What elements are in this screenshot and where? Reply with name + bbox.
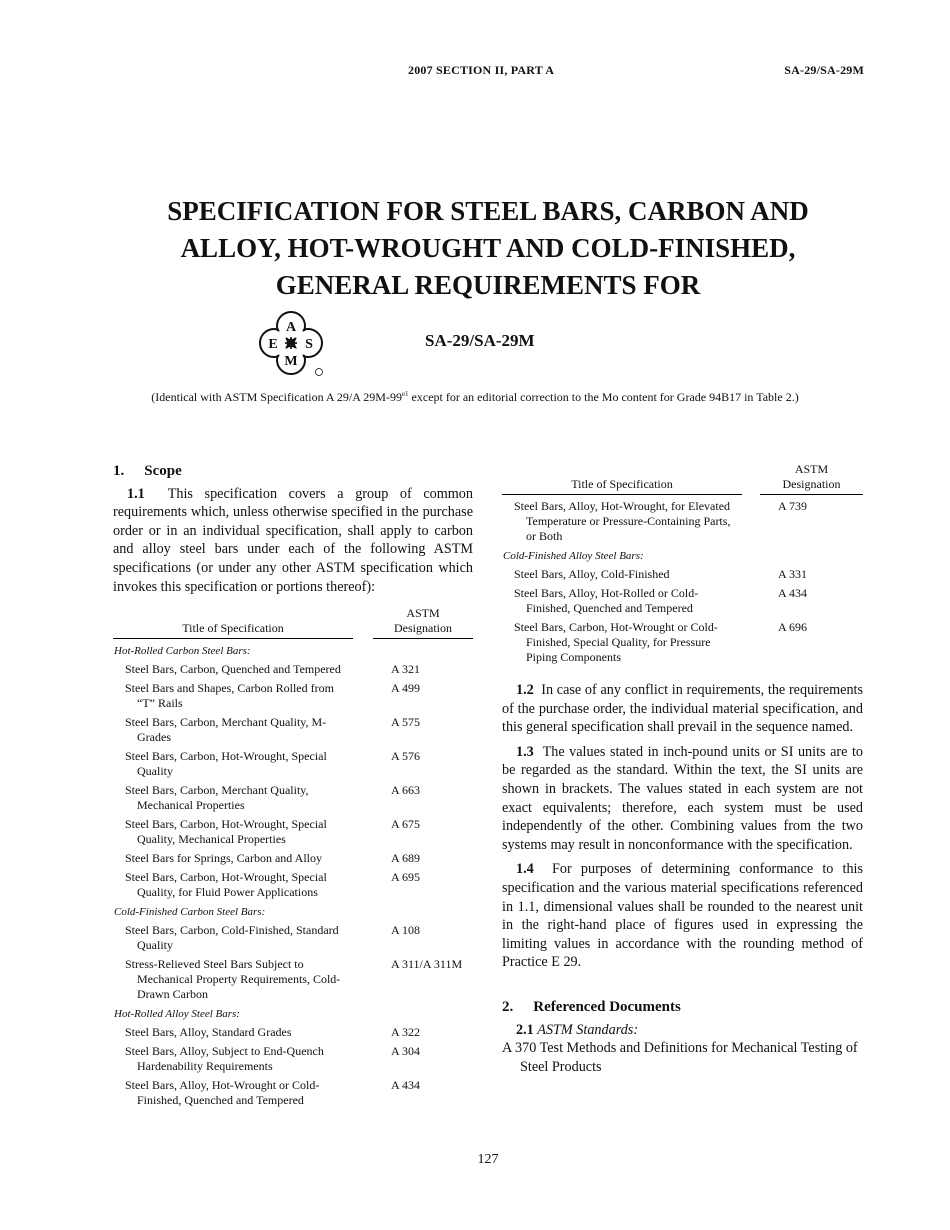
table-row [502, 584, 863, 618]
table-category-row [502, 546, 863, 565]
paragraph: 1.3 The values stated in inch-pound units or SI units are to be regarded as the standard. Within the text, the SI units are shown in brackets. The values stated in each system are not exact equivalents; therefore, each system must be used independently of the other. Combining values from the two systems may result in nonconformance with the specification. [502, 743, 863, 853]
reference-entry: A 370 Test Methods and Definitions for Mechanical Testing of Steel Products [502, 1040, 858, 1075]
table-header: Title of Specification ASTM Designation [113, 606, 473, 641]
section-heading: 2. Referenced Documents [502, 998, 681, 1015]
table-row [113, 747, 473, 781]
table-row [113, 921, 473, 955]
table-category-row [113, 902, 473, 921]
title-line: SPECIFICATION FOR STEEL BARS, CARBON AND [167, 196, 809, 226]
table-row [113, 1023, 473, 1042]
spec-table-body [502, 497, 863, 667]
spec-designation-cell: A 322 [391, 1025, 421, 1040]
referenced-documents [502, 998, 863, 1076]
table-row [113, 815, 473, 849]
running-header-code: SA-29/SA-29M [784, 63, 864, 77]
spec-designation-cell: A 696 [778, 620, 808, 634]
spec-designation-cell: A 499 [391, 681, 421, 696]
table-category: Cold-Finished Alloy Steel Bars: [503, 550, 644, 562]
spec-title-cell: Steel Bars, Alloy, Hot-Wrought, for Elevated Temperature or Pressure-Containing Parts, or Both [514, 499, 731, 543]
spec-designation-cell: A 689 [391, 851, 421, 866]
document-title [100, 193, 876, 304]
page-number: 127 [477, 1152, 499, 1167]
running-header-section: 2007 SECTION II, PART A [408, 63, 555, 77]
table-category-row [113, 1004, 473, 1023]
spec-title-cell: Steel Bars, Alloy, Cold-Finished [514, 567, 670, 581]
spec-table-body [113, 641, 473, 1110]
paragraph: 1.4 For purposes of determining conformance to this specification and the various material specifications referenced in 1.1, dimensional values shall be rounded to the nearest unit in the right-hand place of figures used in expressing the limiting values in accordance with the rounding method of Practice E 29. [502, 861, 864, 971]
title-line: GENERAL REQUIREMENTS FOR [275, 270, 701, 300]
spec-designation-cell: A 434 [391, 1078, 421, 1093]
specification-code: SA-29/SA-29M [425, 331, 535, 350]
spec-title-cell: Steel Bars for Springs, Carbon and Alloy [125, 851, 322, 866]
section-heading: 1. Scope [113, 463, 182, 479]
spec-table-continued [502, 462, 863, 667]
svg-text:A: A [285, 320, 297, 335]
table-row [113, 660, 473, 679]
spec-title-cell: Steel Bars, Carbon, Hot-Wrought, Special Quality, for Fluid Power Applications [125, 870, 327, 900]
table-row [113, 955, 473, 1004]
spec-designation-cell: A 663 [391, 783, 421, 798]
spec-title-cell: Steel Bars, Alloy, Hot-Wrought or Cold-Finished, Quenched and Tempered [125, 1078, 320, 1108]
table-row [113, 1042, 473, 1076]
svg-text:E: E [268, 337, 278, 352]
table-row [113, 679, 473, 713]
identical-note: (Identical with ASTM Specification A 29/A $29M-99^{e1}$ except for an editorial correction to the Mo content for Grade 94B17 in Table 2.) [151, 390, 799, 404]
spec-designation-cell: A 739 [778, 499, 808, 513]
spec-title-cell: Steel Bars, Carbon, Cold-Finished, Standard Quality [125, 923, 339, 953]
spec-title-cell: Steel Bars, Alloy, Hot-Rolled or Cold-Finished, Quenched and Tempered [514, 586, 699, 615]
svg-text:M: M [284, 354, 298, 369]
spec-title-cell: Steel Bars, Carbon, Hot-Wrought, Special Quality [125, 749, 327, 779]
spec-designation-cell: A 321 [391, 662, 421, 677]
right-column [502, 462, 863, 1076]
spec-designation-cell: A 575 [391, 715, 421, 730]
spec-designation-cell: A 311/A 311M [391, 957, 463, 972]
spec-designation-cell: A 331 [778, 567, 808, 581]
table-row [113, 868, 473, 902]
table-row [113, 1076, 473, 1110]
table-row [502, 565, 863, 584]
spec-title-cell: Steel Bars, Carbon, Hot-Wrought, Special Quality, Mechanical Properties [125, 817, 327, 847]
table-category: Cold-Finished Carbon Steel Bars: [114, 906, 266, 919]
spec-title-cell: Steel Bars, Carbon, Quenched and Tempered [125, 662, 341, 677]
spec-title-cell: Steel Bars, Alloy, Standard Grades [125, 1025, 292, 1040]
table-category-row [113, 641, 473, 660]
left-column [113, 462, 473, 1110]
paragraph: 1.1 This specification covers a group of common requirements which, unless otherwise specified in the purchase order or in an individual specification, shall apply to carbon and alloy steel bars under each of the following ASTM specifications (or under any other ASTM specification which invokes this specification or portions thereof): [113, 485, 473, 595]
spec-title-cell: Steel Bars, Alloy, Subject to End-Quench Hardenability Requirements [125, 1044, 324, 1074]
table-row [113, 713, 473, 747]
spec-designation-cell: A 576 [391, 749, 421, 764]
spec-title-cell: Steel Bars, Carbon, Hot-Wrought or Cold-Finished, Special Quality, for Pressure Piping Components [514, 620, 718, 664]
spec-designation-cell: A 675 [391, 817, 421, 832]
table-row [502, 497, 863, 546]
spec-table [113, 606, 473, 1110]
spec-designation-cell: A 108 [391, 923, 421, 938]
paragraph: 1.2 In case of any conflict in requirements, the requirements of the purchase order, the individual material specification, and this general specification shall prevail in the sequence named. [502, 682, 864, 736]
table-category: Hot-Rolled Carbon Steel Bars: [114, 645, 251, 658]
table-category: Hot-Rolled Alloy Steel Bars: [114, 1008, 240, 1021]
title-line: ALLOY, HOT-WROUGHT AND COLD-FINISHED, [180, 233, 796, 263]
paragraphs [502, 681, 863, 972]
svg-text:S: S [305, 337, 313, 352]
table-row [113, 849, 473, 868]
spec-designation-cell: A 304 [391, 1044, 421, 1059]
spec-designation-cell: A 695 [391, 870, 421, 885]
table-row [502, 618, 863, 667]
spec-title-cell: Steel Bars, Carbon, Merchant Quality, M-Grades [125, 715, 327, 745]
spec-title-cell: Steel Bars and Shapes, Carbon Rolled from “T” Rails [125, 681, 334, 711]
spec-title-cell: Stress-Relieved Steel Bars Subject to Mechanical Property Requirements, Cold-Drawn Carbon [125, 957, 341, 1002]
spec-title-cell: Steel Bars, Carbon, Merchant Quality, Mechanical Properties [125, 783, 309, 813]
table-header: Title of Specification ASTM Designation [502, 462, 863, 497]
asme-logo-icon [257, 309, 325, 377]
subsection-heading: 2.1 ASTM Standards: [516, 1021, 639, 1038]
table-row [113, 781, 473, 815]
spec-designation-cell: A 434 [778, 586, 808, 600]
